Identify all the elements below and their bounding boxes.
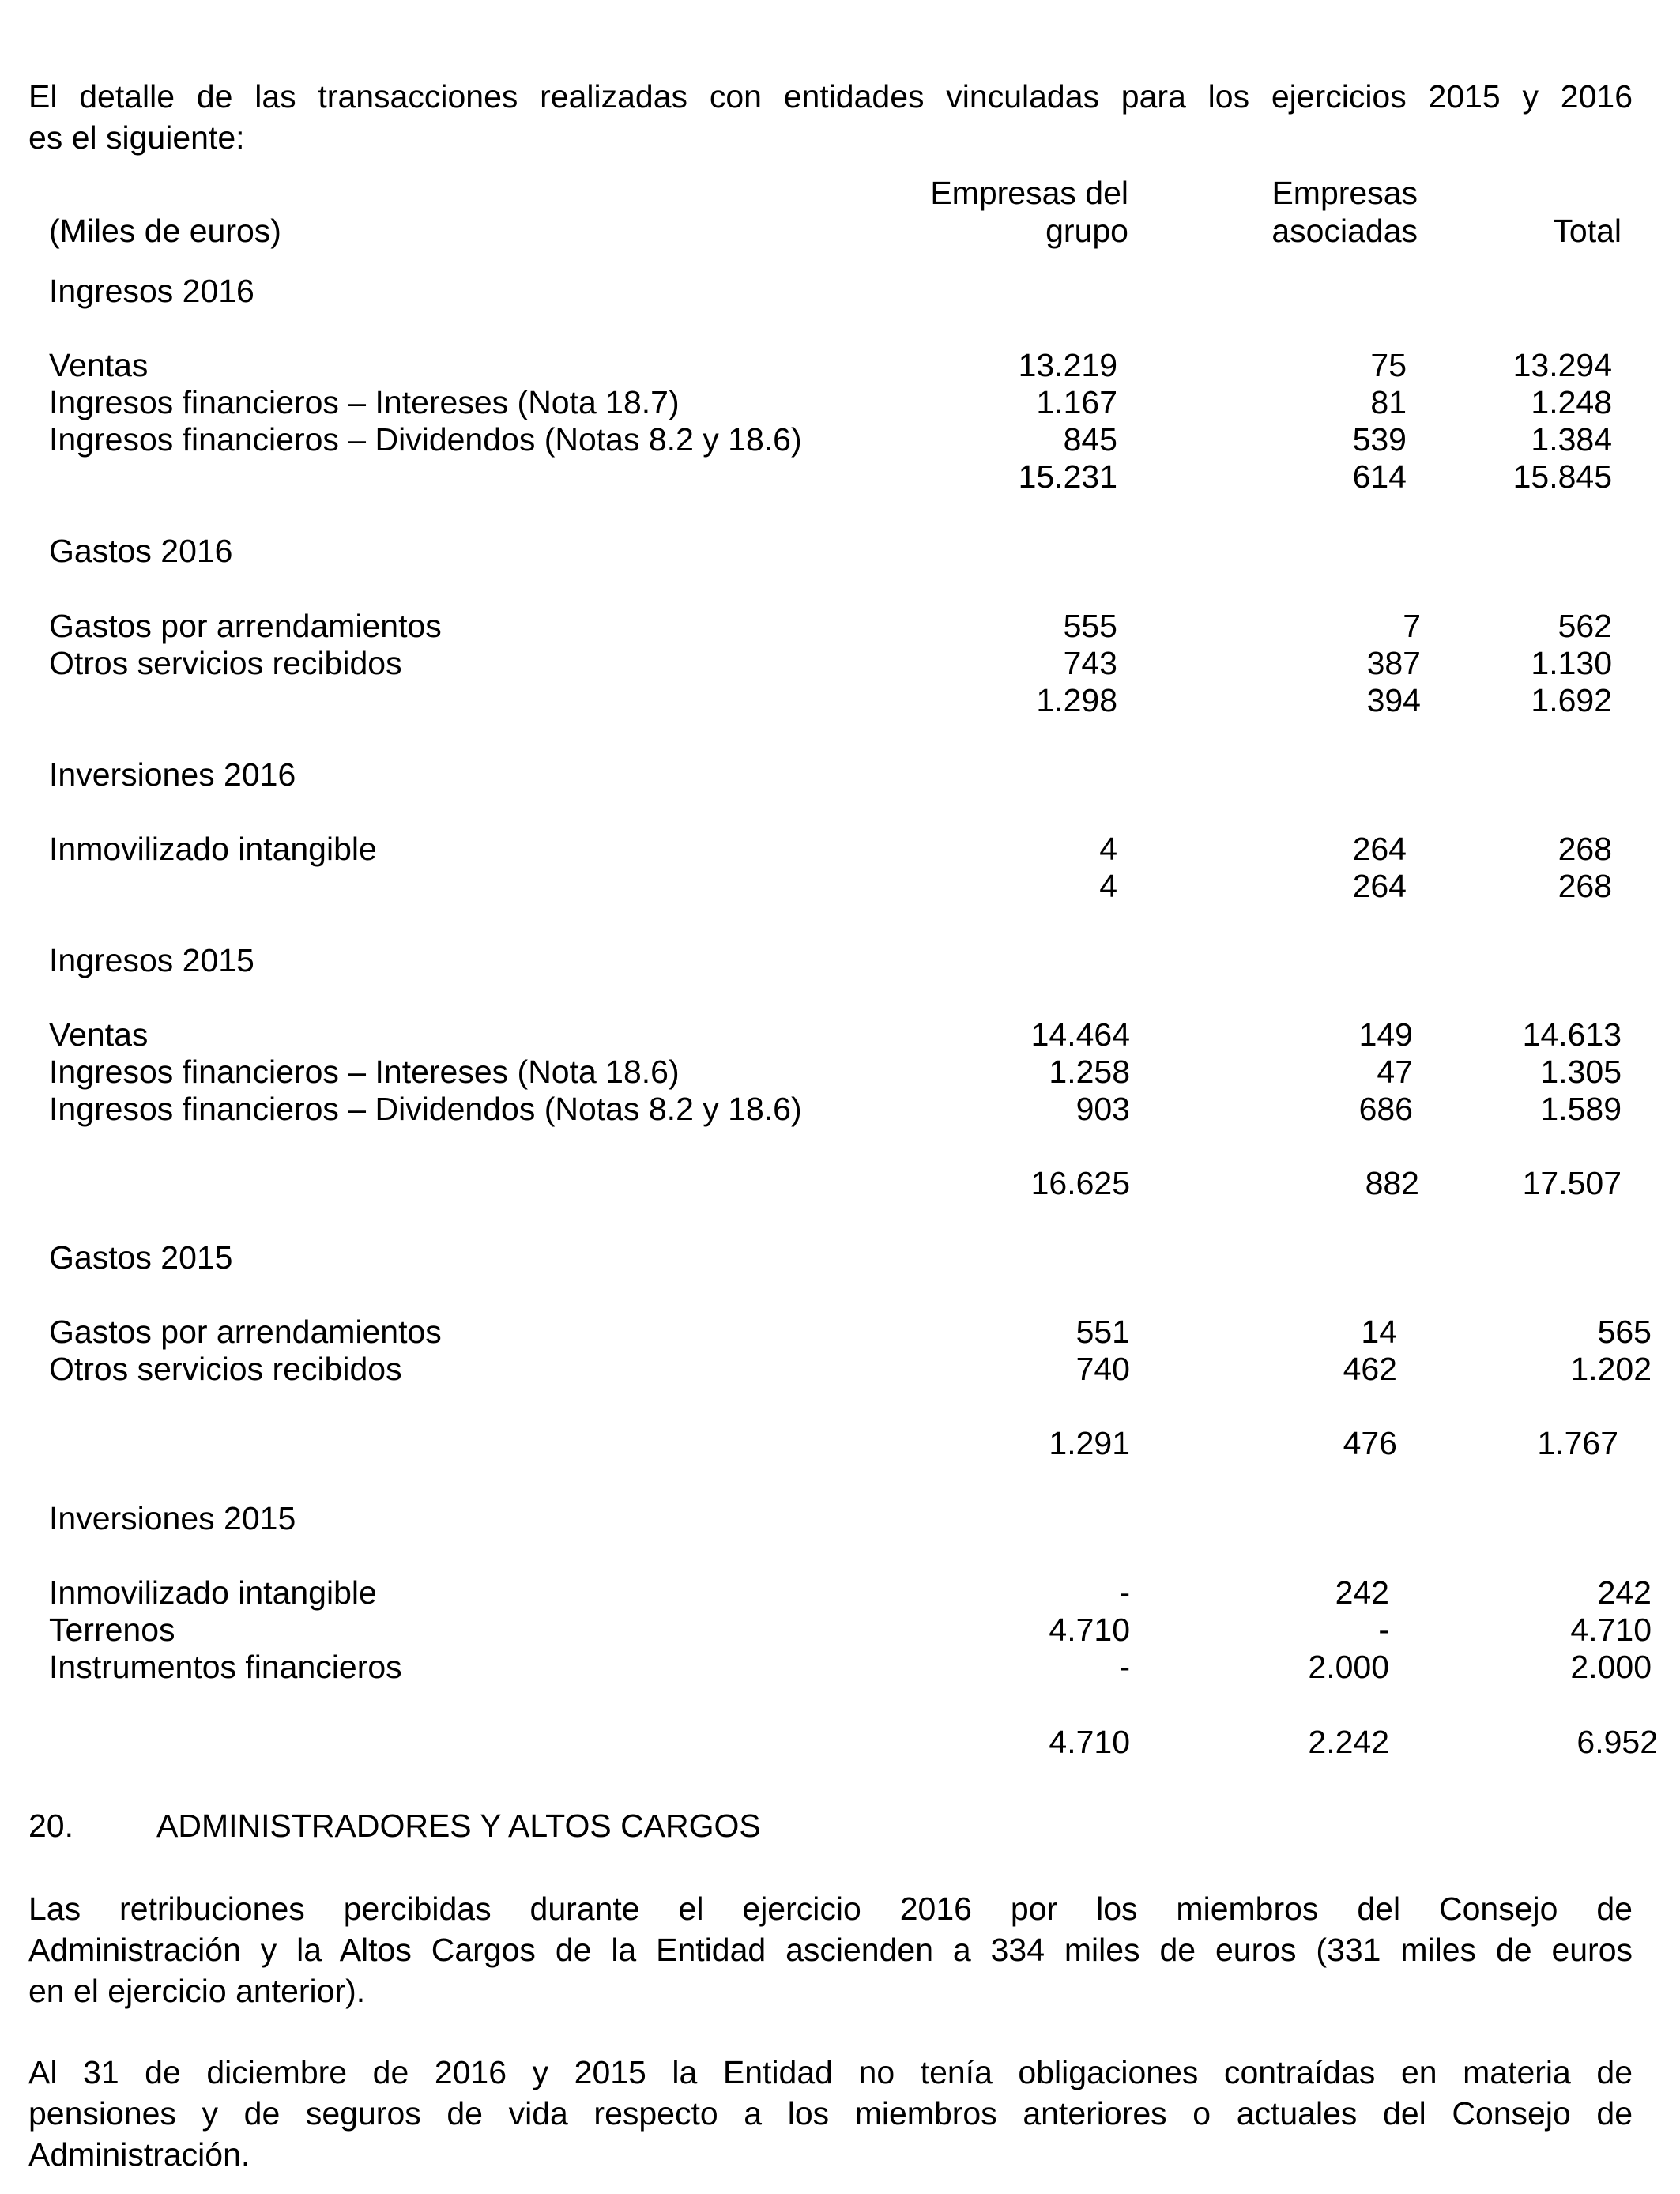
cell-asociadas: 81	[1370, 384, 1407, 420]
row-label: Terrenos	[49, 1612, 175, 1648]
cell-asociadas: 242	[1335, 1574, 1389, 1611]
cell-total: 562	[1558, 608, 1612, 644]
row-label: Ventas	[49, 1016, 149, 1053]
subtotal-asociadas: 264	[1352, 868, 1407, 904]
cell-total: 14.613	[1522, 1016, 1622, 1053]
subtotal-grupo: 1.298	[1036, 682, 1117, 718]
cell-total: 1.248	[1531, 384, 1612, 420]
cell-grupo: 740	[1075, 1351, 1130, 1387]
cell-total: 13.294	[1512, 347, 1612, 383]
cell-asociadas: 686	[1358, 1091, 1413, 1127]
row-label: Gastos por arrendamientos	[49, 608, 442, 644]
intro-line-1: El detalle de las transacciones realizadas con entidades vinculadas para los ejercicios 2015 y 2016	[28, 78, 1633, 115]
cell-total: 4.710	[1570, 1612, 1652, 1648]
section-title: Inversiones 2015	[49, 1500, 296, 1536]
col-header-grupo-l1: Empresas del	[930, 175, 1128, 211]
subtotal-asociadas: 394	[1366, 682, 1421, 718]
section-number: 20.	[28, 1808, 73, 1844]
cell-asociadas: 539	[1352, 421, 1407, 458]
subtotal-grupo: 1.291	[1049, 1425, 1130, 1461]
row-label: Inmovilizado intangible	[49, 1574, 377, 1611]
cell-grupo: 555	[1063, 608, 1117, 644]
cell-asociadas: 47	[1377, 1054, 1413, 1090]
para2-line-1: Al 31 de diciembre de 2016 y 2015 la Entidad no tenía obligaciones contraídas en materia de	[28, 2054, 1633, 2090]
subtotal-total: 15.845	[1512, 458, 1612, 495]
subtotal-total: 1.692	[1531, 682, 1612, 718]
subtotal-asociadas: 476	[1343, 1425, 1397, 1461]
para1-line-3: en el ejercicio anterior).	[28, 1973, 366, 2009]
para1-line-2: Administración y la Altos Cargos de la Entidad ascienden a 334 miles de euros (331 miles de euros	[28, 1932, 1633, 1968]
cell-asociadas: -	[1378, 1612, 1389, 1648]
cell-asociadas: 264	[1352, 831, 1407, 867]
subtotal-asociadas: 882	[1365, 1165, 1419, 1201]
subtotal-total: 17.507	[1522, 1165, 1622, 1201]
cell-asociadas: 75	[1370, 347, 1407, 383]
section-title: Gastos 2016	[49, 533, 233, 569]
cell-grupo: 1.258	[1049, 1054, 1130, 1090]
subtotal-asociadas: 2.242	[1308, 1724, 1389, 1760]
subtotal-grupo: 4	[1099, 868, 1117, 904]
cell-grupo: 4	[1099, 831, 1117, 867]
cell-total: 1.202	[1570, 1351, 1652, 1387]
cell-total: 268	[1558, 831, 1612, 867]
section-title: Gastos 2015	[49, 1239, 233, 1276]
cell-grupo: -	[1119, 1649, 1130, 1685]
cell-total: 1.130	[1531, 645, 1612, 681]
cell-asociadas: 462	[1343, 1351, 1397, 1387]
subtotal-total: 268	[1558, 868, 1612, 904]
row-label: Otros servicios recibidos	[49, 645, 402, 681]
subtotal-grupo: 4.710	[1049, 1724, 1130, 1760]
para2-line-3: Administración.	[28, 2136, 250, 2173]
section-title: Ingresos 2015	[49, 942, 254, 978]
cell-grupo: 1.167	[1036, 384, 1117, 420]
row-label: Inmovilizado intangible	[49, 831, 377, 867]
cell-grupo: 14.464	[1030, 1016, 1130, 1053]
cell-grupo: 845	[1063, 421, 1117, 458]
row-label: Ingresos financieros – Dividendos (Notas 8.2 y 18.6)	[49, 1091, 802, 1127]
cell-grupo: -	[1119, 1574, 1130, 1611]
col-header-grupo-l2: grupo	[1045, 213, 1128, 249]
section-title-20: ADMINISTRADORES Y ALTOS CARGOS	[156, 1808, 761, 1844]
col-header-asociadas-l2: asociadas	[1271, 213, 1418, 249]
cell-total: 1.589	[1540, 1091, 1622, 1127]
cell-asociadas: 149	[1358, 1016, 1413, 1053]
cell-grupo: 4.710	[1049, 1612, 1130, 1648]
cell-total: 2.000	[1570, 1649, 1652, 1685]
cell-grupo: 13.219	[1018, 347, 1117, 383]
cell-asociadas: 2.000	[1308, 1649, 1389, 1685]
section-title: Ingresos 2016	[49, 273, 254, 309]
subtotal-grupo: 16.625	[1030, 1165, 1130, 1201]
intro-line-2: es el siguiente:	[28, 119, 245, 156]
cell-grupo: 551	[1075, 1314, 1130, 1350]
row-label: Gastos por arrendamientos	[49, 1314, 442, 1350]
cell-asociadas: 7	[1403, 608, 1421, 644]
row-label: Otros servicios recibidos	[49, 1351, 402, 1387]
cell-total: 1.305	[1540, 1054, 1622, 1090]
subtotal-total: 6.952	[1576, 1724, 1658, 1760]
para2-line-2: pensiones y de seguros de vida respecto a los miembros anteriores o actuales del Consejo de	[28, 2095, 1633, 2132]
row-label: Ingresos financieros – Intereses (Nota 18.7)	[49, 384, 680, 420]
row-label: Ingresos financieros – Intereses (Nota 18.6)	[49, 1054, 680, 1090]
col-header-asociadas-l1: Empresas	[1271, 175, 1418, 211]
cell-total: 1.384	[1531, 421, 1612, 458]
section-title: Inversiones 2016	[49, 756, 296, 793]
unit-label: (Miles de euros)	[49, 213, 281, 249]
cell-grupo: 903	[1075, 1091, 1130, 1127]
col-header-total: Total	[1553, 213, 1622, 249]
cell-total: 242	[1597, 1574, 1652, 1611]
subtotal-total: 1.767	[1537, 1425, 1618, 1461]
subtotal-asociadas: 614	[1352, 458, 1407, 495]
subtotal-grupo: 15.231	[1018, 458, 1117, 495]
cell-total: 565	[1597, 1314, 1652, 1350]
cell-grupo: 743	[1063, 645, 1117, 681]
row-label: Instrumentos financieros	[49, 1649, 402, 1685]
para1-line-1: Las retribuciones percibidas durante el ejercicio 2016 por los miembros del Consejo de	[28, 1891, 1633, 1927]
row-label: Ingresos financieros – Dividendos (Notas 8.2 y 18.6)	[49, 421, 802, 458]
cell-asociadas: 387	[1366, 645, 1421, 681]
row-label: Ventas	[49, 347, 149, 383]
cell-asociadas: 14	[1361, 1314, 1397, 1350]
